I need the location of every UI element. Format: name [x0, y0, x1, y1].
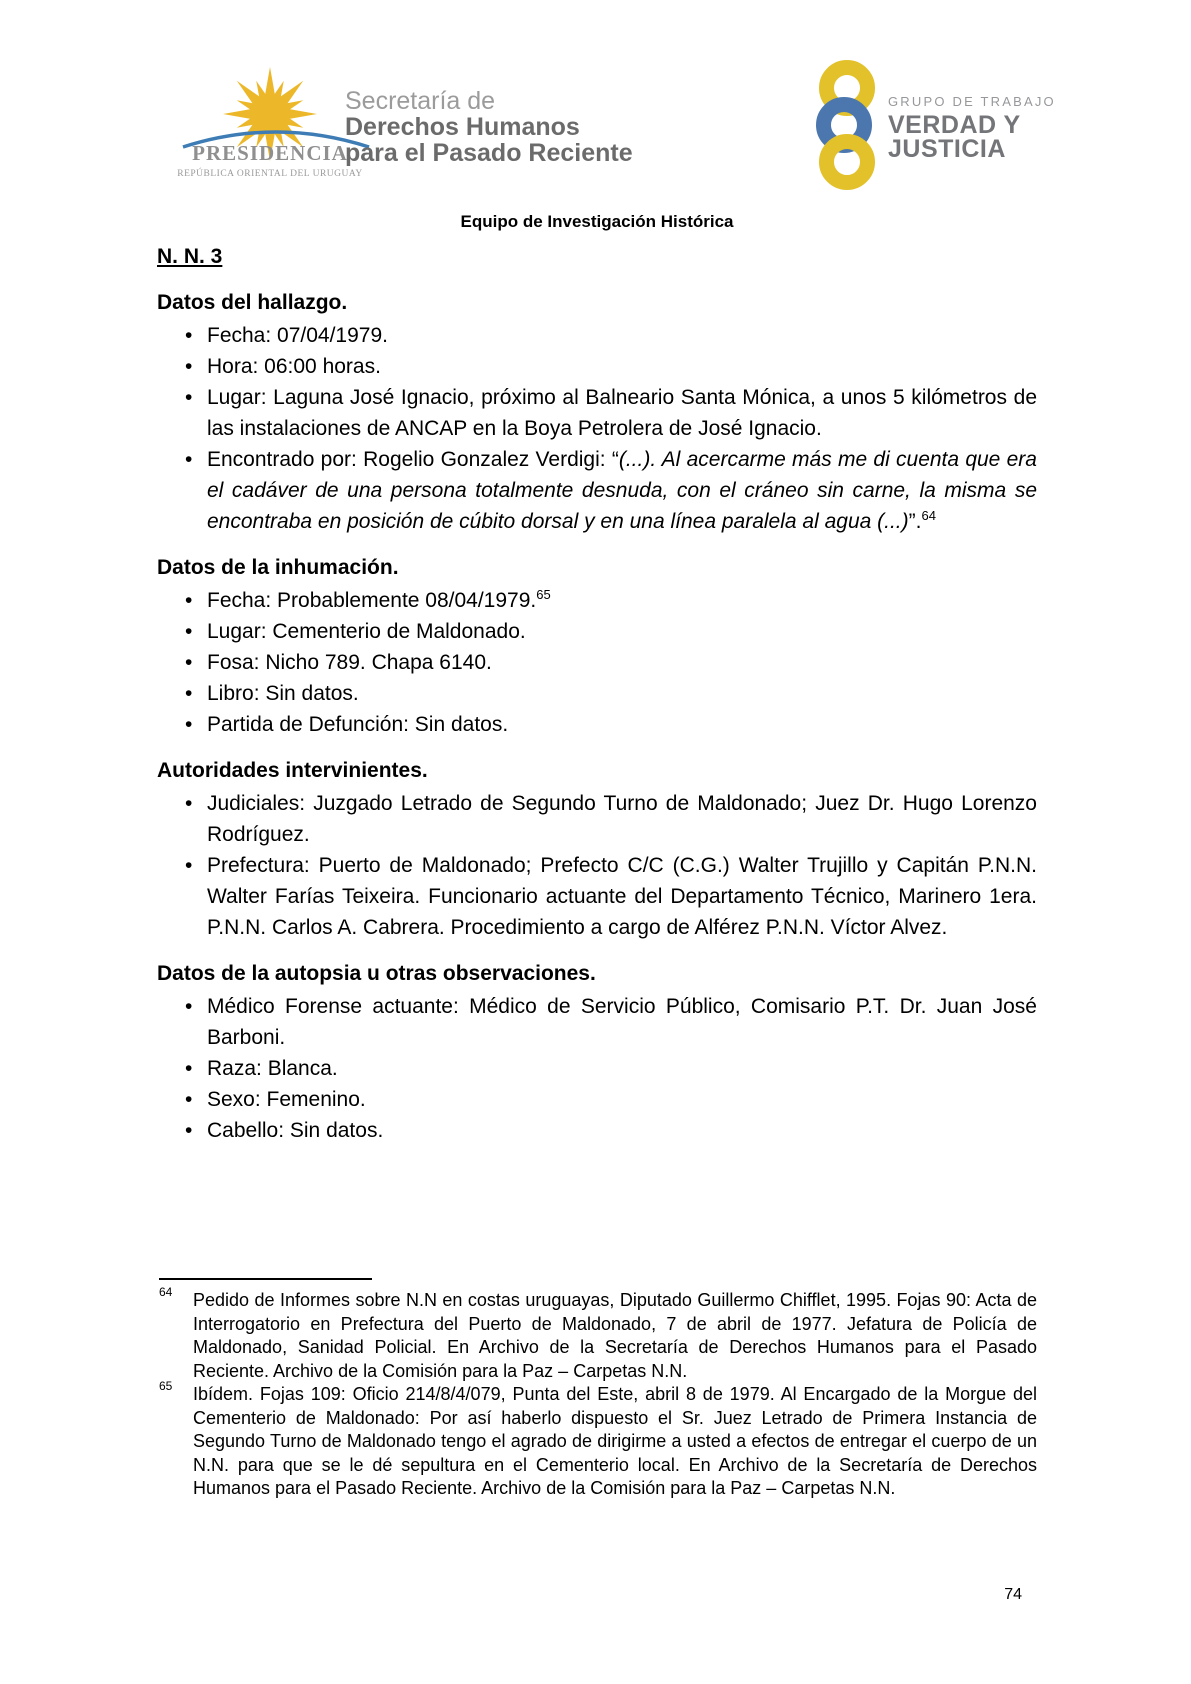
- bullet-icon: •: [185, 682, 193, 705]
- bullet-icon: •: [185, 448, 193, 471]
- list-item: [157, 850, 1037, 943]
- secretaria-logo-text: [345, 88, 633, 166]
- bullet-text: Lugar: Laguna José Ignacio, próximo al Balneario Santa Mónica, a unos 5 kilómetros de las instalaciones de ANCAP en la Boya Petrolera de José Ignacio.: [207, 386, 1037, 440]
- bullet-text: Lugar: Cementerio de Maldonado.: [207, 620, 526, 643]
- bullet-icon: •: [185, 651, 193, 674]
- list-item: [157, 991, 1037, 1053]
- footnote-text: Pedido de Informes sobre N.N en costas uruguayas, Diputado Guillermo Chifflet, 1995. Fojas 90: Acta de Interrogatorio en Prefectura del Puerto de Maldonado, 7 de abril de 1977. Jefatura de Policía de Maldonado, Sanidad Policial. En Archivo de la Secretaría de Derechos Humanos para el Pasado Reciente. Archivo de la Comisión para la Paz – Carpetas N.N.: [193, 1290, 1037, 1381]
- bullet-icon: •: [185, 1119, 193, 1142]
- bullet-text: Partida de Defunción: Sin datos.: [207, 713, 509, 736]
- document-section: [157, 758, 1037, 943]
- footnote-ref: 64: [921, 508, 936, 523]
- footnote-separator: [159, 1278, 372, 1280]
- team-heading: Equipo de Investigación Histórica: [460, 212, 734, 231]
- page-number: 74: [1004, 1586, 1022, 1603]
- bullet-icon: •: [185, 792, 193, 815]
- bullet-text: Hora: 06:00 horas.: [207, 355, 381, 378]
- footnote-list: [157, 1285, 1037, 1501]
- grupo-line2: VERDAD Y: [888, 111, 1021, 139]
- bullet-text: Sexo: Femenino.: [207, 1088, 366, 1111]
- case-title: N. N. 3: [157, 245, 223, 268]
- bullet-list: [157, 585, 1037, 740]
- sections: [157, 290, 1037, 1146]
- list-item: [157, 585, 1037, 616]
- list-item: [157, 616, 1037, 647]
- footnote: 64 Pedido de Informes sobre N.N en costas uruguayas, Diputado Guillermo Chifflet, 1995. Fojas 90: Acta de Interrogatorio en Prefectura del Puerto de Maldonado, 7 de abril de 1977. Jefatura de Policía de Maldonado, Sanidad Policial. En Archivo de la Secretaría de Derechos Humanos para el Pasado Reciente. Archivo de la Comisión para la Paz – Carpetas N.N.: [159, 1285, 1037, 1381]
- footnotes-area: [157, 1278, 1037, 1501]
- section-heading: Autoridades intervinientes.: [157, 759, 428, 782]
- bullet-icon: •: [185, 620, 193, 643]
- bullet-icon: •: [185, 386, 193, 409]
- footnote: 65 Ibídem. Fojas 109: Oficio 214/8/4/079, Punta del Este, abril 8 de 1979. Al Encargado de la Morgue del Cementerio de Maldonado: Por así haberlo dispuesto el Sr. Juez Letrado de Primera Instancia de Segundo Turno de Maldonado tengo el agrado de dirigirme a usted a efectos de entregar el cuerpo de un N.N. para que se le dé sepultura en el Cementerio local. En Archivo de la Secretaría de Derechos Humanos para el Pasado Reciente. Archivo de la Comisión para la Paz – Carpetas N.N.: [159, 1379, 1037, 1498]
- secretaria-line2: Derechos Humanos: [345, 113, 580, 141]
- section-heading: Datos del hallazgo.: [157, 291, 348, 314]
- document-section: [157, 555, 1037, 740]
- section-heading: Datos de la autopsia u otras observaciones.: [157, 962, 596, 985]
- bullet-list: [157, 320, 1037, 537]
- presidencia-subtitle: REPÚBLICA ORIENTAL DEL URUGUAY: [177, 169, 363, 179]
- bullet-list: [157, 788, 1037, 943]
- quoted-testimony: (...). Al acercarme más me di cuenta que era el cadáver de una persona totalmente desnuda, con el cráneo sin carne, la misma se encontraba en posición de cúbito dorsal y en una línea paralela al agua (...): [207, 448, 1037, 533]
- bullet-icon: •: [185, 995, 193, 1018]
- list-item: [157, 1053, 1037, 1084]
- list-item: [157, 444, 1037, 537]
- ring-icon-yellow-bottom: [819, 134, 875, 190]
- bullet-icon: •: [185, 589, 193, 612]
- list-item: [157, 1084, 1037, 1115]
- bullet-icon: •: [185, 854, 193, 877]
- list-item: [157, 1115, 1037, 1146]
- bullet-text: Médico Forense actuante: Médico de Servicio Público, Comisario P.T. Dr. Juan José Barboni.: [207, 995, 1037, 1049]
- section-heading: Datos de la inhumación.: [157, 556, 399, 579]
- list-item: [157, 647, 1037, 678]
- bullet-text: Judiciales: Juzgado Letrado de Segundo Turno de Maldonado; Juez Dr. Hugo Lorenzo Rodríguez.: [207, 792, 1037, 846]
- document-section: [157, 961, 1037, 1146]
- bullet-icon: •: [185, 355, 193, 378]
- case-title-row: [157, 244, 1037, 272]
- bullet-text: Encontrado por: Rogelio Gonzalez Verdigi: “(...). Al acercarme más me di cuenta que era el cadáver de una persona totalmente desnuda, con el cráneo sin carne, la misma se encontraba en posición de cúbito dorsal y en una línea paralela al agua (...)”.$^{64}$: [207, 448, 1037, 533]
- grupo-line1: GRUPO DE TRABAJO: [888, 94, 1056, 109]
- secretaria-line3: para el Pasado Reciente: [345, 139, 633, 167]
- page-header: [0, 0, 1191, 200]
- list-item: [157, 320, 1037, 351]
- bullet-text: Cabello: Sin datos.: [207, 1119, 384, 1142]
- document-section: [157, 290, 1037, 537]
- list-item: [157, 678, 1037, 709]
- bullet-text: Libro: Sin datos.: [207, 682, 359, 705]
- bullet-icon: •: [185, 1088, 193, 1111]
- list-item: [157, 351, 1037, 382]
- bullet-list: [157, 991, 1037, 1146]
- document-content: [157, 212, 1037, 1146]
- grupo-logo-text: [888, 94, 1056, 161]
- bullet-text: Raza: Blanca.: [207, 1057, 338, 1080]
- bullet-text: Fecha: 07/04/1979.: [207, 324, 388, 347]
- secretaria-line1: Secretaría de: [345, 87, 496, 115]
- bullet-icon: •: [185, 713, 193, 736]
- bullet-text: Fosa: Nicho 789. Chapa 6140.: [207, 651, 492, 674]
- list-item: [157, 382, 1037, 444]
- presidencia-title: PRESIDENCIA: [192, 141, 348, 165]
- bullet-text: Fecha: Probablemente 08/04/1979.65: [207, 587, 551, 612]
- grupo-line3: JUSTICIA: [888, 135, 1006, 163]
- bullet-icon: •: [185, 324, 193, 347]
- list-item: [157, 709, 1037, 740]
- bullet-icon: •: [185, 1057, 193, 1080]
- bullet-text: Prefectura: Puerto de Maldonado; Prefecto C/C (C.G.) Walter Trujillo y Capitán P.N.N. Walter Farías Teixeira. Funcionario actuante del Departamento Técnico, Marinero 1era. P.N.N. Carlos A. Cabrera. Procedimiento a cargo de Alférez P.N.N. Víctor Alvez.: [207, 854, 1037, 939]
- footnote-text: Ibídem. Fojas 109: Oficio 214/8/4/079, Punta del Este, abril 8 de 1979. Al Encargado de la Morgue del Cementerio de Maldonado: Por así haberlo dispuesto el Sr. Juez Letrado de Primera Instancia de Segundo Turno de Maldonado tengo el agrado de dirigirme a usted a efectos de entregar el cuerpo de un N.N. para que se le dé sepultura en el Cementerio local. En Archivo de la Secretaría de Derechos Humanos para el Pasado Reciente. Archivo de la Comisión para la Paz – Carpetas N.N.: [193, 1384, 1037, 1498]
- footnote-ref: 65: [536, 587, 551, 602]
- list-item: [157, 788, 1037, 850]
